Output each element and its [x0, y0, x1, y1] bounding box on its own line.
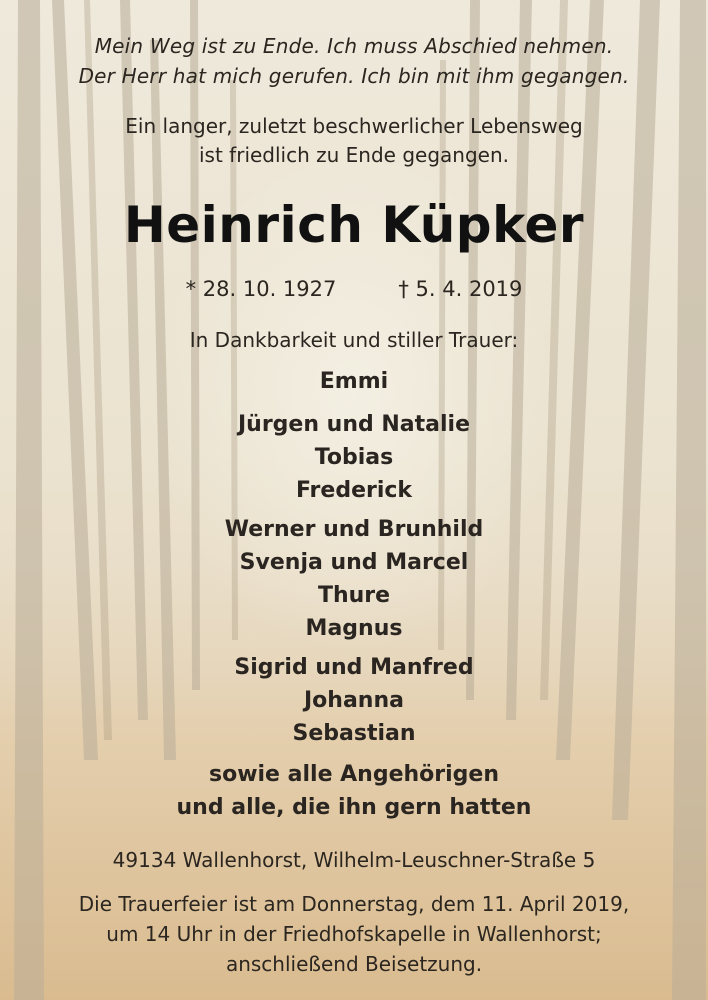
life-dates [0, 277, 708, 301]
service-line-3: anschließend Beisetzung. [225, 952, 483, 976]
mourner-name: Frederick [295, 478, 413, 503]
service-line-2: um 14 Uhr in der Friedhofskapelle in Wallenhorst; [106, 922, 602, 946]
mourner-name: Werner und Brunhild [224, 517, 484, 542]
closing-line-1: sowie alle Angehörigen [208, 762, 500, 787]
motto-line-2: Der Herr hat mich gerufen. Ich bin mit ihm gegangen. [78, 64, 630, 88]
death-date: † 5. 4. 2019 [398, 277, 523, 301]
mourner-name: Johanna [304, 688, 404, 713]
mourner-name: Sigrid und Manfred [234, 655, 474, 680]
thanks-line: In Dankbarkeit und stiller Trauer: [189, 328, 519, 352]
birth-date: * 28. 10. 1927 [185, 277, 337, 301]
service-line-1: Die Trauerfeier ist am Donnerstag, dem 11. April 2019, [78, 892, 630, 916]
address: 49134 Wallenhorst, Wilhelm-Leuschner-Straße 5 [112, 848, 596, 872]
mourner-name: Sebastian [292, 721, 416, 746]
intro-line-1: Ein langer, zuletzt beschwerlicher Lebensweg [125, 114, 583, 138]
mourner-name: Tobias [314, 445, 394, 470]
closing-line-2: und alle, die ihn gern hatten [176, 795, 532, 820]
mourner-name: Jürgen und Natalie [237, 412, 471, 437]
intro-line-2: ist friedlich zu Ende gegangen. [199, 143, 509, 167]
mourner-name: Thure [317, 583, 391, 608]
mourner-name: Magnus [305, 616, 403, 641]
mourner-name: Emmi [319, 369, 389, 394]
motto-line-1: Mein Weg ist zu Ende. Ich muss Abschied nehmen. [94, 34, 614, 58]
deceased-name: Heinrich Küpker [123, 196, 585, 254]
mourner-name: Svenja und Marcel [239, 550, 469, 575]
